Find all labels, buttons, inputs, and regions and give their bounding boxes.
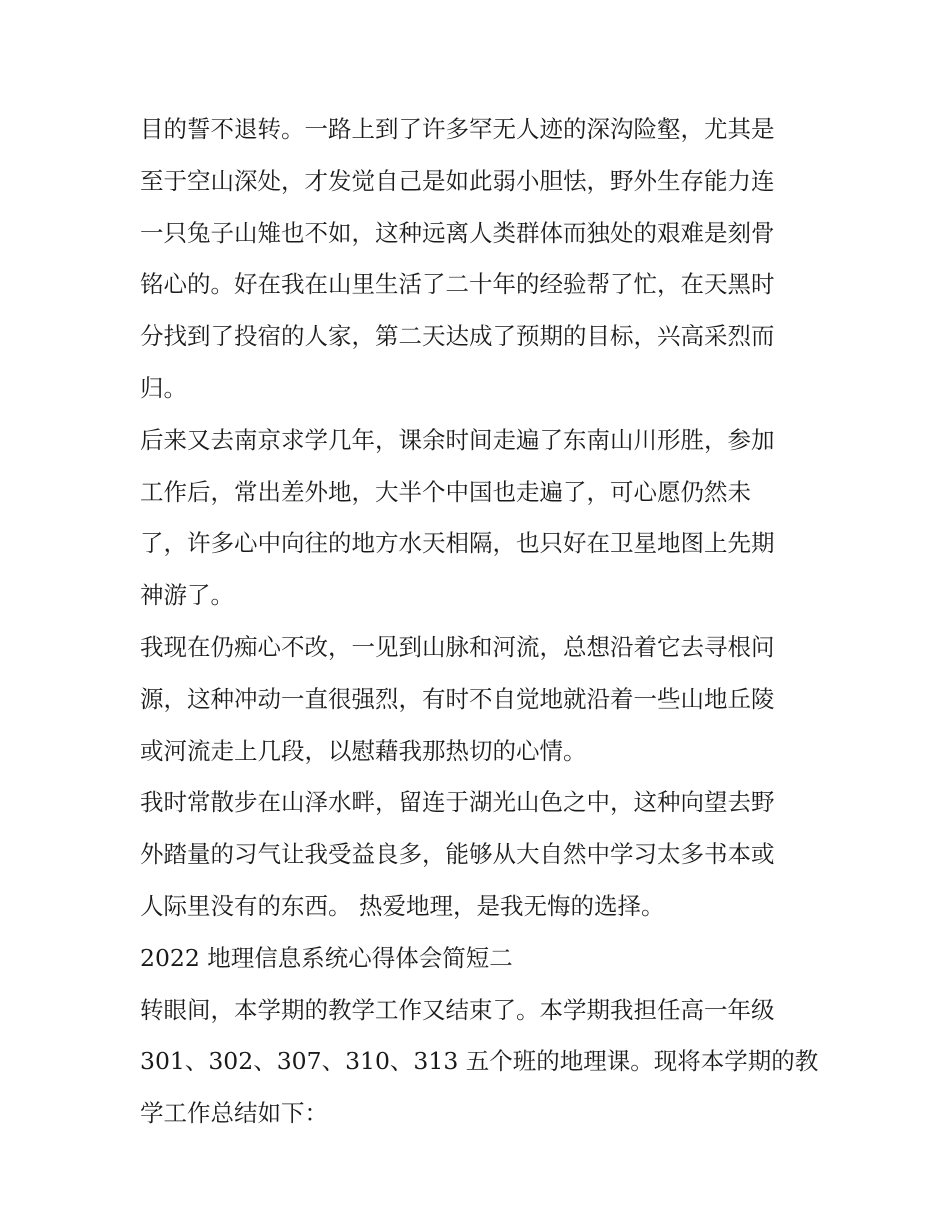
- document-body: [140, 104, 820, 1140]
- text-line: 目的誓不退转。一路上到了许多罕无人迹的深沟险壑，尤其是: [140, 115, 775, 143]
- text-line: 源，这种冲动一直很强烈，有时不自觉地就沿着一些山地丘陵: [140, 684, 775, 713]
- text-line: 转眼间，本学期的教学工作又结束了。本学期我担任高一年级: [140, 995, 775, 1024]
- text-line: 后来又去南京求学几年，课余时间走遍了东南山川形胜，参加: [140, 425, 775, 454]
- text-line: 工作后，常出差外地，大半个中国也走遍了，可心愿仍然未: [140, 477, 751, 506]
- text-line: 铭心的。好在我在山里生活了二十年的经验帮了忙，在天黑时: [140, 270, 775, 299]
- section-heading: 2022 地理信息系统心得体会简短二: [140, 943, 513, 972]
- text-line: 我时常散步在山泽水畔，留连于湖光山色之中，这种向望去野: [140, 788, 775, 817]
- text-line: 归。: [140, 373, 187, 402]
- text-line: 分找到了投宿的人家，第二天达成了预期的目标，兴高采烈而: [140, 322, 775, 351]
- text-line: 一只兔子山雉也不如，这种远离人类群体而独处的艰难是刻骨: [140, 218, 775, 247]
- text-line: 人际里没有的东西。 热爱地理，是我无悔的选择。: [140, 891, 665, 920]
- text-line: 了，许多心中向往的地方水天相隔，也只好在卫星地图上先期: [140, 529, 775, 558]
- text-line: 学工作总结如下：: [140, 1099, 328, 1128]
- text-line: 或河流走上几段，以慰藉我那热切的心情。: [140, 736, 587, 765]
- text-line: 至于空山深处，才发觉自己是如此弱小胆怯，野外生存能力连: [140, 166, 775, 195]
- text-line: 神游了。: [140, 581, 234, 610]
- text-line: 我现在仍痴心不改，一见到山脉和河流，总想沿着它去寻根问: [140, 632, 775, 661]
- text-line: 外踏量的习气让我受益良多，能够从大自然中学习太多书本或: [140, 840, 775, 869]
- text-line: 301、302、307、310、313 五个班的地理课。现将本学期的教: [140, 1047, 819, 1076]
